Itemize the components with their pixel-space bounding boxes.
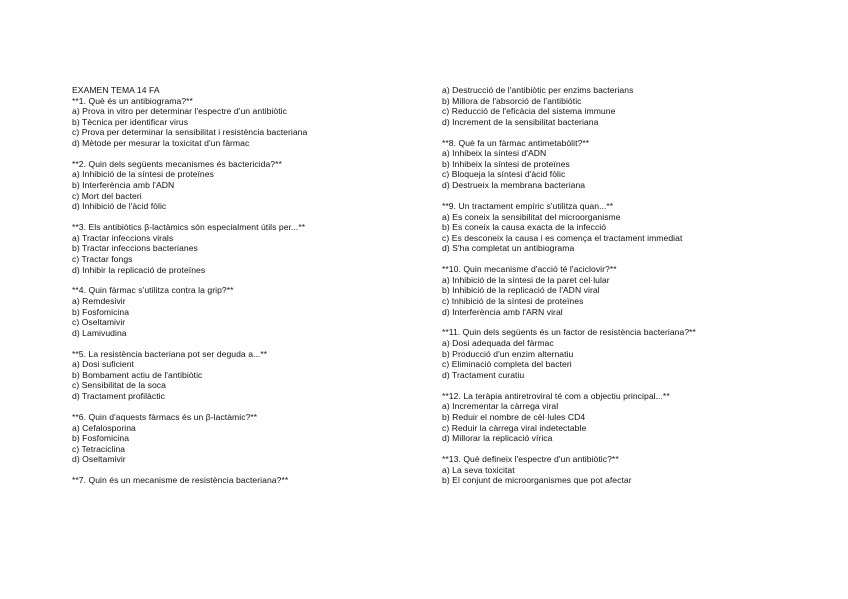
answer-option: b) El conjunt de microorganismes que pot afectar	[442, 475, 632, 486]
answer-option: c) Prova per determinar la sensibilitat i resistència bacteriana	[72, 127, 308, 138]
question-text: **9. Un tractament empíric s'utilitza quan...**	[442, 200, 614, 211]
answer-option: d) Millorar la replicació vírica	[442, 433, 553, 444]
answer-option: b) Fosfomicina	[72, 433, 130, 444]
question-text: **12. La teràpia antiretroviral té com a objectiu principal...**	[442, 390, 670, 401]
answer-option: a) La seva toxicitat	[442, 464, 515, 475]
answer-option: c) Mort del bacteri	[72, 190, 142, 201]
question-block-4	[72, 285, 422, 338]
question-block-11	[442, 327, 792, 380]
answer-option: c) Eliminació completa del bacteri	[442, 359, 572, 370]
answer-option: c) Bloqueja la síntesi d'àcid fòlic	[442, 169, 566, 180]
answer-option: b) Es coneix la causa exacta de la infecció	[442, 222, 607, 233]
question-text: **10. Quin mecanisme d'acció té l'aciclovir?**	[442, 264, 617, 275]
answer-option: d) Tractament curatiu	[442, 369, 525, 380]
question-block-10	[442, 264, 792, 317]
question-text: **13. Què defineix l'espectre d'un antibiòtic?**	[442, 454, 619, 464]
answer-option: d) Lamivudina	[72, 327, 127, 338]
answer-option: a) Prova in vitro per determinar l'espectre d'un antibiòtic	[72, 106, 287, 117]
answer-option: a) Incrementar la càrrega viral	[442, 401, 559, 412]
answer-option: c) Sensibilitat de la soca	[72, 380, 166, 391]
left-column	[72, 85, 422, 486]
question-block-2	[72, 159, 422, 212]
answer-option: a) Remdesivir	[72, 295, 126, 306]
question-text: **3. Els antibiòtics β-lactàmics són especialment útils per...**	[72, 222, 306, 233]
answer-option: b) Tècnica per identificar virus	[72, 116, 189, 127]
question-block-12	[442, 391, 792, 444]
answer-option: a) Dosi suficient	[72, 359, 134, 370]
answer-option: a) Cefalosporina	[72, 422, 136, 433]
answer-option: d) Tractament profilàctic	[72, 391, 165, 402]
answer-option: b) Interferència amb l'ADN	[72, 180, 175, 191]
answer-option: b) Bombament actiu de l'antibiòtic	[72, 369, 203, 380]
question-block-8	[442, 138, 792, 191]
question-block-3	[72, 222, 422, 275]
answer-option: c) Oseltamivir	[72, 317, 126, 328]
answer-option: b) Fosfomicina	[72, 306, 130, 317]
answer-option: b) Inhibeix la síntesi de proteïnes	[442, 158, 570, 169]
answer-option: a) Tractar infeccions virals	[72, 232, 174, 243]
answer-option: d) Increment de la sensibilitat bacteriana	[442, 116, 599, 127]
answer-option: b) Millora de l'absorció de l'antibiòtic	[442, 95, 582, 106]
question-text: **8. Què fa un fàrmac antimetabòlit?**	[442, 137, 590, 148]
question-text: **7. Quin és un mecanisme de resistència bacteriana?**	[72, 475, 289, 486]
answer-option: c) Tetraciclina	[72, 443, 126, 454]
question-text: **11. Quin dels següents és un factor de resistència bacteriana?**	[442, 327, 696, 338]
question-text: **5. La resistència bacteriana pot ser deguda a...**	[72, 348, 268, 359]
answer-option: b) Producció d'un enzim alternatiu	[442, 348, 574, 359]
answer-option: d) S'ha completat un antibiograma	[442, 243, 575, 254]
answer-option: a) Inhibeix la síntesi d'ADN	[442, 148, 547, 159]
answer-option: c) Inhibició de la síntesi de proteïnes	[442, 295, 584, 306]
question-block-1	[72, 96, 422, 149]
right-column	[442, 85, 792, 486]
question-block-7	[72, 475, 422, 486]
answer-option: b) Tractar infeccions bacterianes	[72, 243, 198, 254]
answer-option: c) Reduir la càrrega viral indetectable	[442, 422, 587, 433]
question-text: **1. Què és un antibiograma?**	[72, 95, 193, 106]
answer-option: d) Mètode per mesurar la toxicitat d'un fàrmac	[72, 137, 250, 148]
answer-option: a) Destrucció de l'antibiòtic per enzims bacterians	[442, 85, 634, 95]
answer-option: d) Inhibició de l'àcid fòlic	[72, 201, 167, 212]
answer-option: c) Es desconeix la causa i es comença el tractament immediat	[442, 232, 683, 243]
question-text: **2. Quin dels següents mecanismes és bactericida?**	[72, 158, 282, 169]
question-text: **6. Quin d'aquests fàrmacs és un β-lactàmic?**	[72, 411, 258, 422]
question-text: **4. Quin fàrmac s'utilitza contra la grip?**	[72, 285, 234, 296]
answer-option: d) Destrueix la membrana bacteriana	[442, 180, 586, 191]
answer-option: d) Oseltamivir	[72, 454, 126, 465]
question-block-9	[442, 201, 792, 254]
question-block-7-continued	[442, 85, 792, 127]
answer-option: c) Reducció de l'eficàcia del sistema immune	[442, 106, 616, 117]
answer-option: a) Inhibició de la síntesi de la paret cel·lular	[442, 274, 610, 285]
answer-option: d) Interferència amb l'ARN viral	[442, 306, 563, 317]
question-block-13	[442, 454, 792, 486]
answer-option: b) Inhibició de la replicació de l'ADN viral	[442, 285, 600, 296]
answer-option: a) Inhibició de la síntesi de proteïnes	[72, 169, 214, 180]
question-block-6	[72, 412, 422, 465]
answer-option: b) Reduir el nombre de cèl·lules CD4	[442, 411, 586, 422]
question-block-5	[72, 349, 422, 402]
answer-option: c) Tractar fongs	[72, 253, 133, 264]
answer-option: d) Inhibir la replicació de proteïnes	[72, 264, 206, 275]
answer-option: a) Es coneix la sensibilitat del microorganisme	[442, 211, 621, 222]
exam-title: EXAMEN TEMA 14 FA	[72, 85, 160, 95]
answer-option: a) Dosi adequada del fàrmac	[442, 338, 554, 349]
